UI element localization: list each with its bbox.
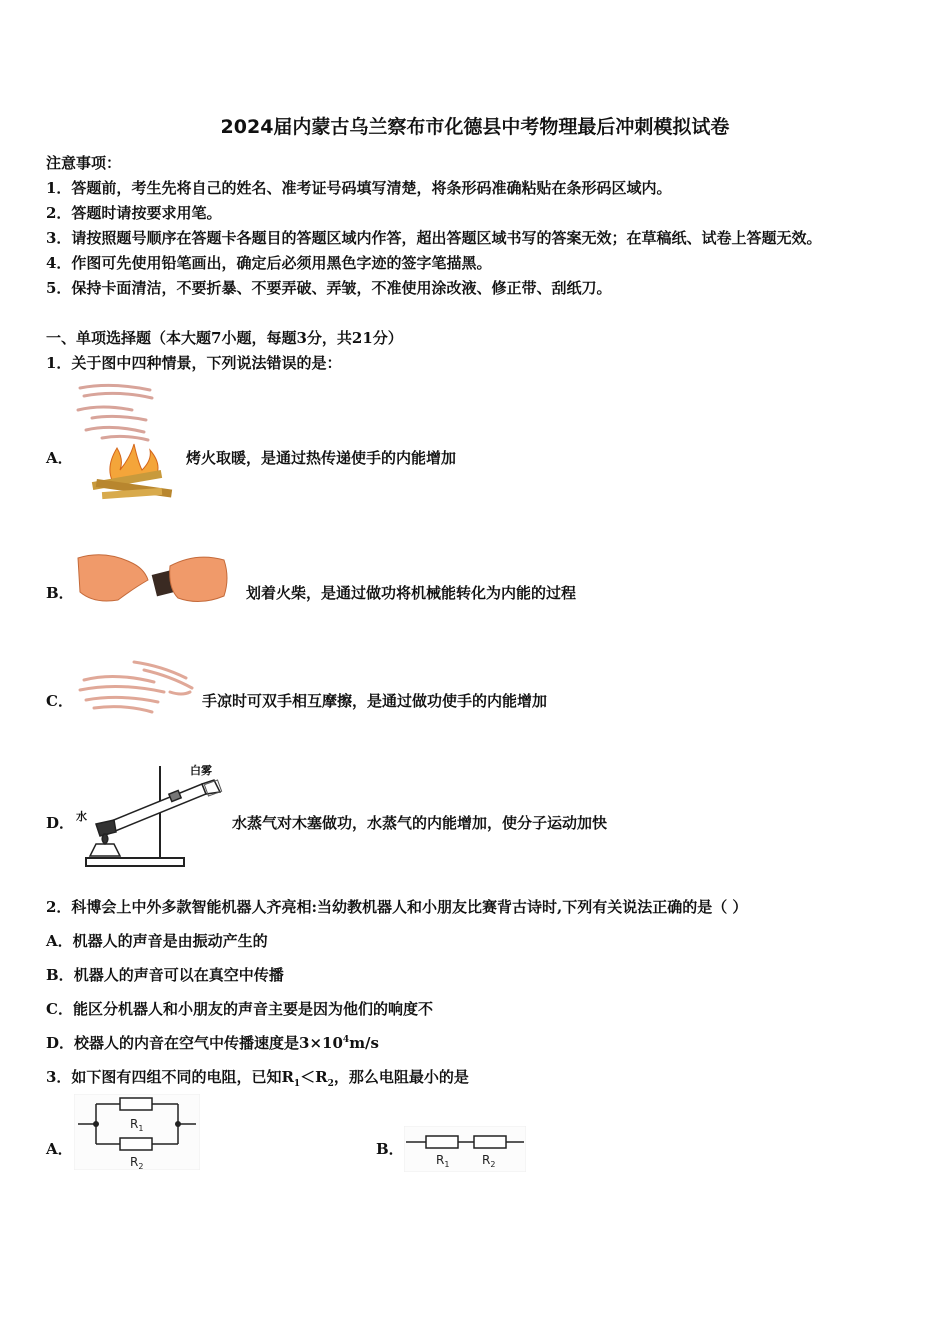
q2-option-d (46, 1032, 379, 1053)
hands-illustration (78, 385, 152, 440)
q2-option-c-text: 能区分机器人和小朋友的声音主要是因为他们的响度不 (72, 1000, 433, 1018)
q1-option-d-text: 水蒸气对木塞做功，水蒸气的内能增加，使分子运动加快 (232, 814, 608, 832)
q2-option-a-text: 机器人的声音是由振动产生的 (72, 932, 268, 950)
rubbing-hands-illustration (80, 662, 192, 712)
r2-letter: R (130, 1155, 139, 1169)
speed-unit: m/s (349, 1034, 379, 1052)
q3-stem-part: 3．如下图有四组不同的电阻，已知R (46, 1068, 294, 1086)
q2-option-b-letter: B． (46, 966, 74, 984)
r1-letter: R (436, 1153, 445, 1167)
resistor-r2 (120, 1138, 152, 1150)
r1-subscript: 1 (444, 1160, 450, 1169)
matchstick-figure (74, 548, 232, 606)
q2-option-b-text: 机器人的声音可以在真空中传播 (73, 966, 284, 984)
right-hand-illustration (170, 557, 227, 601)
q1-option-b-letter: B． (46, 584, 74, 602)
q2-option-b (46, 964, 284, 985)
q3-sub-1: 1 (293, 1079, 301, 1089)
water-label: 水 (76, 810, 87, 823)
q1-option-a-text: 烤火取暖，是通过热传递使手的内能增加 (186, 449, 457, 467)
question-3-stem (46, 1066, 469, 1089)
question-1-stem: 1．关于图中四种情景，下列说法错误的是： (46, 354, 342, 372)
q1-option-b-text: 划着火柴，是通过做功将机械能转化为内能的过程 (246, 584, 577, 602)
test-tube-illustration (96, 780, 220, 836)
fog-label: 白雾 (190, 764, 212, 777)
notice-heading: 注意事项： (46, 154, 122, 172)
r2-letter: R (482, 1153, 491, 1167)
fire-icon (92, 444, 172, 499)
campfire-hands-figure (72, 380, 182, 505)
q2-option-a-letter: A． (46, 932, 73, 950)
series-circuit-figure (404, 1126, 526, 1172)
q1-option-d-letter: D． (46, 814, 75, 832)
resistor-r1 (120, 1098, 152, 1110)
section-heading: 一、单项选择题（本大题7小题，每题3分，共21分） (46, 329, 403, 347)
r2-subscript: 2 (138, 1162, 144, 1170)
q1-option-a-letter: A． (46, 449, 73, 467)
page-title: 2024届内蒙古乌兰察布市化德县中考物理最后冲刺模拟试卷 (220, 116, 730, 138)
q3-option-a-letter: A． (46, 1140, 73, 1158)
q1-option-c-text: 手凉时可双手相互摩擦，是通过做功使手的内能增加 (202, 692, 548, 710)
q3-option-b-letter: B． (376, 1140, 404, 1158)
r1-subscript: 1 (138, 1124, 144, 1133)
resistor-r1 (426, 1136, 458, 1148)
notice-item: 2．答题时请按要求用笔。 (46, 204, 222, 222)
q3-stem-part: ，那么电阻最小的是 (333, 1068, 469, 1086)
resistor-r2 (474, 1136, 506, 1148)
parallel-circuit-figure (74, 1094, 200, 1170)
steam-tube-apparatus-figure (74, 762, 228, 870)
notice-item: 5．保持卡面清洁，不要折暴、不要弄破、弄皱，不准使用涂改液、修正带、刮纸刀。 (46, 279, 612, 297)
q1-option-c-letter: C． (46, 692, 73, 710)
question-2-stem: 2．科博会上中外多款智能机器人齐亮相:当幼教机器人和小朋友比赛背古诗时,下列有关说法正确的是（ ） (46, 898, 748, 916)
q2-option-a (46, 930, 268, 951)
speed-exponent: 4 (342, 1035, 350, 1045)
notice-item: 4．作图可先使用铅笔画出，确定后必须用黑色字迹的签字笔描黑。 (46, 254, 492, 272)
r2-subscript: 2 (490, 1160, 496, 1169)
rubbing-hands-figure (74, 656, 198, 722)
q2-option-d-letter: D． (46, 1034, 75, 1052)
q3-stem-part: ＜R (300, 1068, 328, 1086)
q2-option-c (46, 998, 433, 1019)
q2-option-d-text: 校器人的内音在空气中传播速度是 (74, 1034, 300, 1052)
r1-letter: R (130, 1117, 139, 1131)
burner-icon (90, 834, 120, 856)
notice-item: 1．答题前，考生先将自己的姓名、准考证号码填写清楚，将条形码准确粘贴在条形码区域内。 (46, 179, 672, 197)
left-hand-illustration (78, 555, 148, 601)
q3-sub-2: 2 (327, 1079, 334, 1089)
speed-value: 3×10 (299, 1034, 343, 1052)
q2-option-c-letter: C． (46, 1000, 73, 1018)
notice-item: 3．请按照题号顺序在答题卡各题目的答题区域内作答，超出答题区域书写的答案无效；在草稿纸、试卷上答题无效。 (46, 229, 822, 247)
